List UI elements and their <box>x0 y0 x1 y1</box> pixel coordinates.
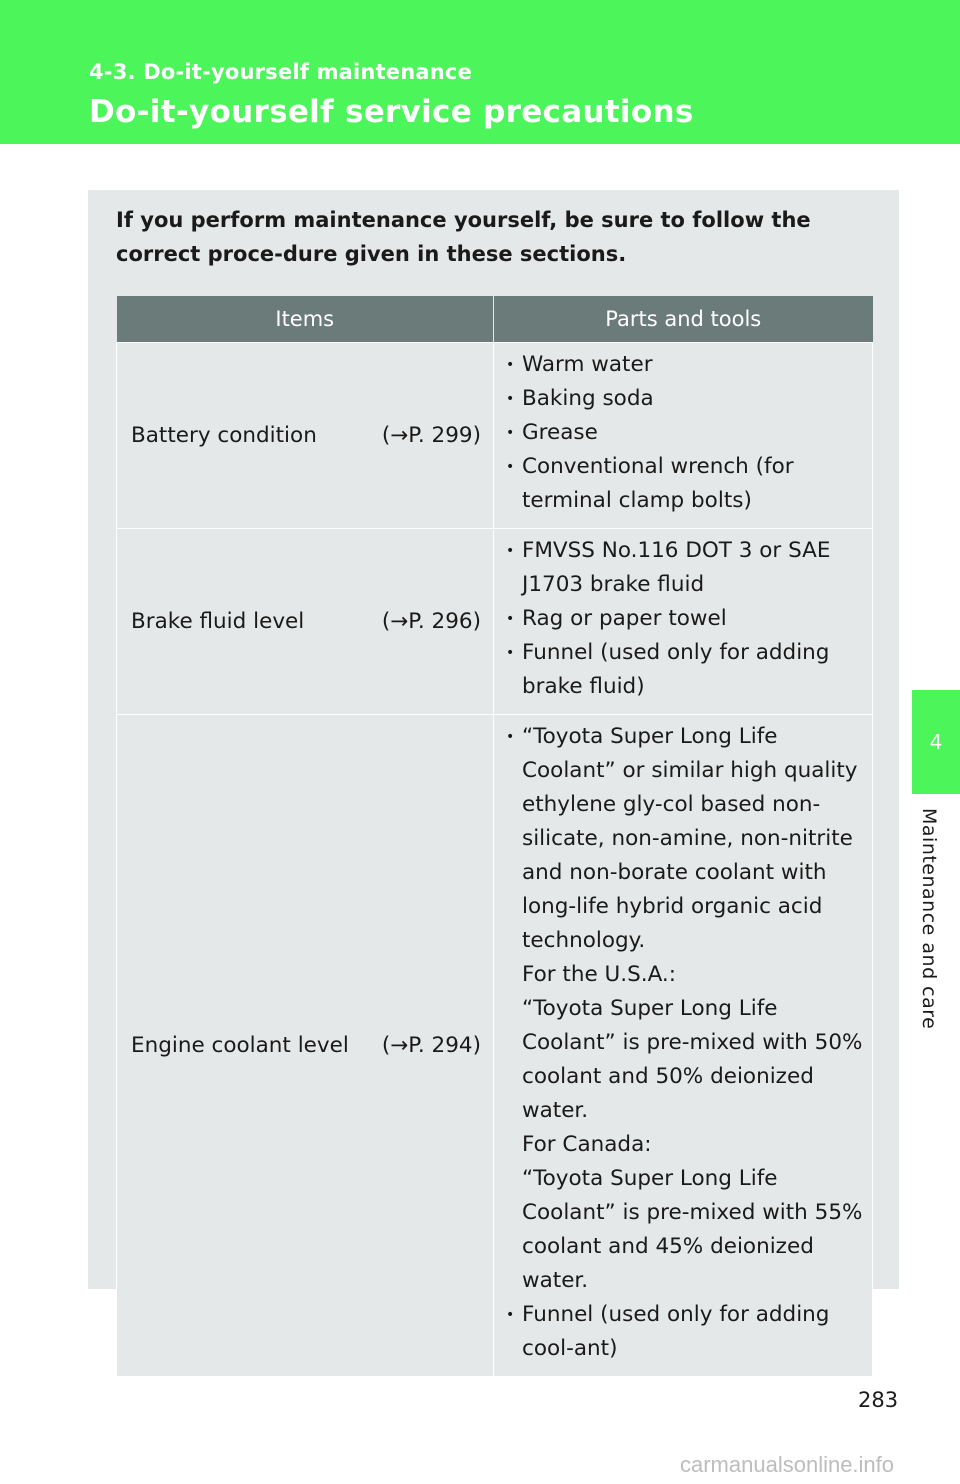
coolant-region-canada: For Canada: <box>522 1132 652 1157</box>
item-cell <box>117 715 494 1377</box>
table-row <box>117 343 873 529</box>
parts-cell <box>494 715 873 1377</box>
page-title: Do-it-yourself service precautions <box>89 94 694 130</box>
item-cell <box>117 529 494 715</box>
coolant-region-usa: For the U.S.A.: <box>522 962 677 987</box>
coolant-mix-canada: “Toyota Super Long Life Coolant” is pre-mixed with 55% coolant and 45% deionized water. <box>522 1166 863 1293</box>
list-item: • Funnel (used only for adding brake fluid) <box>506 636 864 704</box>
table-row <box>117 529 873 715</box>
list-item: • Rag or paper towel <box>506 602 864 636</box>
header-items: Items <box>117 296 494 343</box>
item-name: Battery condition <box>131 423 317 448</box>
intro-text: If you perform maintenance yourself, be sure to follow the correct proce-dure given in these sections. <box>116 208 811 266</box>
list-item: • Warm water <box>506 348 864 382</box>
list-item: • FMVSS No.116 DOT 3 or SAE J1703 brake fluid <box>506 534 864 602</box>
watermark: carmanualsonline.info <box>680 1452 895 1477</box>
item-cell <box>117 343 494 529</box>
section-label: 4-3. Do-it-yourself maintenance <box>89 60 473 84</box>
maintenance-table <box>116 296 873 1377</box>
table-header-row <box>117 296 873 343</box>
item-name: Engine coolant level <box>131 1033 349 1058</box>
list-item: • Funnel (used only for adding cool-ant) <box>506 1298 864 1366</box>
chapter-label: Maintenance and care <box>918 808 940 1030</box>
list-item: • Grease <box>506 416 864 450</box>
coolant-description: • “Toyota Super Long Life Coolant” or similar high quality ethylene gly-col based non-silicate, non-amine, non-nitrite and non-borate coolant with long-life hybrid organic acid technology. <box>522 724 858 953</box>
header-parts-tools: Parts and tools <box>494 296 873 343</box>
parts-cell <box>494 529 873 715</box>
page-reference-link[interactable]: (→P. 299) <box>381 423 481 448</box>
list-item: • Conventional wrench (for terminal clamp bolts) <box>506 450 864 518</box>
chapter-tab[interactable] <box>912 690 960 794</box>
table-row <box>117 715 873 1377</box>
parts-cell <box>494 343 873 529</box>
page-number: 283 <box>858 1388 899 1412</box>
item-name: Brake fluid level <box>131 609 305 634</box>
page-reference-link[interactable]: (→P. 294) <box>381 1033 481 1058</box>
list-item: • Baking soda <box>506 382 864 416</box>
list-item <box>506 720 864 1298</box>
chapter-number: 4 <box>929 730 943 754</box>
coolant-mix-usa: “Toyota Super Long Life Coolant” is pre-mixed with 50% coolant and 50% deionized water. <box>522 996 863 1123</box>
page-reference-link[interactable]: (→P. 296) <box>381 609 481 634</box>
